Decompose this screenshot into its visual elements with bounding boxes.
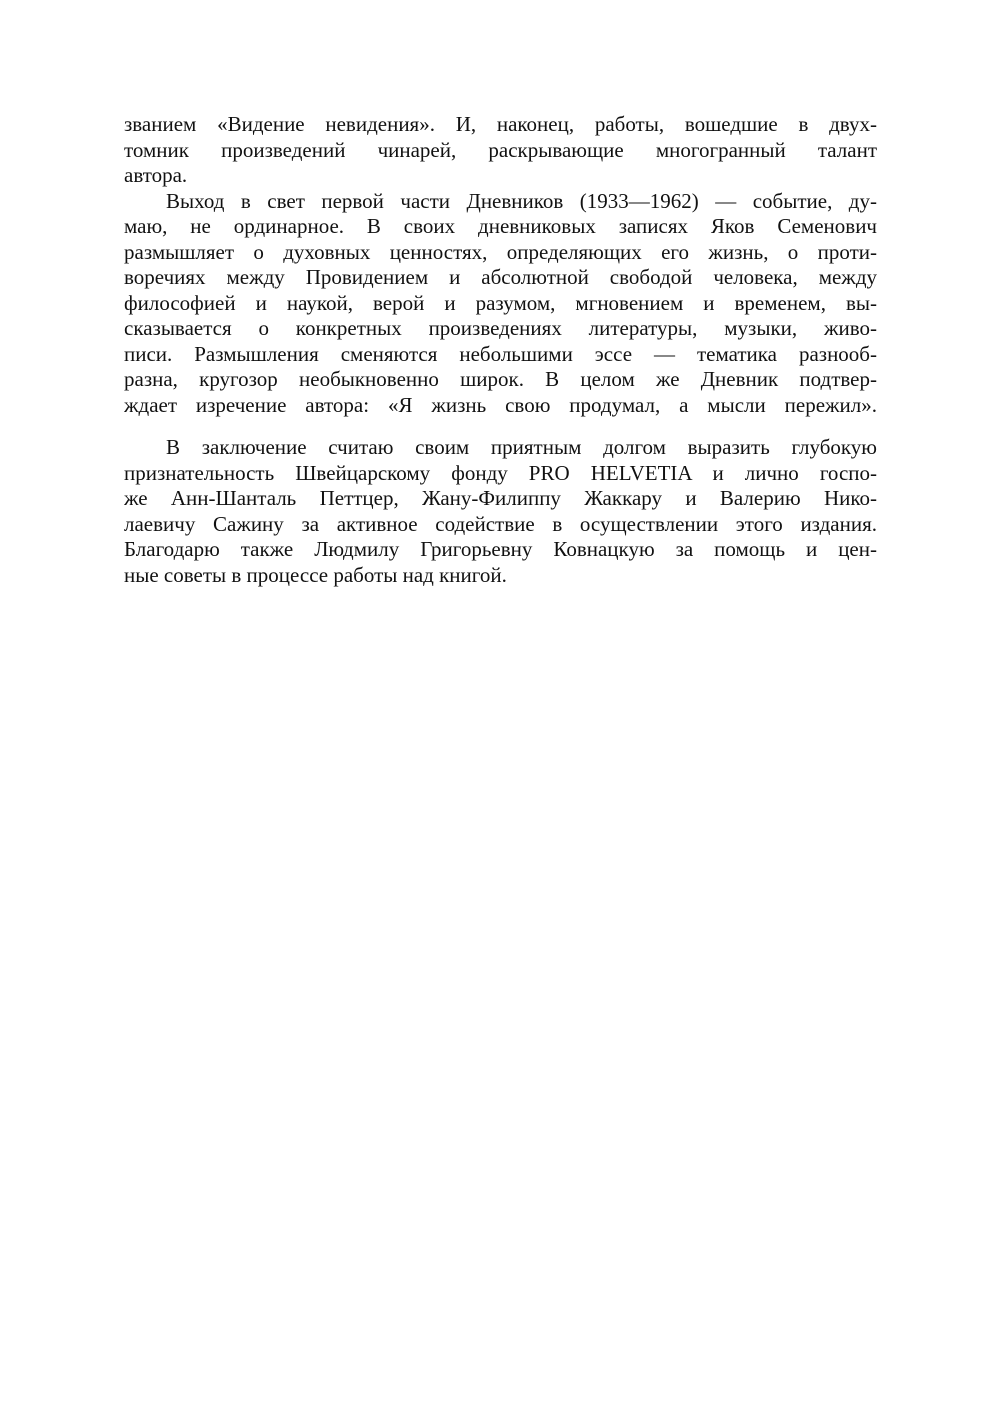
text-line: разна, кругозор необыкновенно широк. В целом же Дневник подтвер- [124,367,877,391]
text-line: званием «Видение невидения». И, наконец, работы, вошедшие в двух- [124,112,877,136]
text-block-lower [124,435,877,588]
paragraph-1 [124,112,877,189]
text-line: автора. [124,163,188,187]
text-line: маю, не ординарное. В своих дневниковых записях Яков Семенович [124,214,877,238]
text-line: же Анн-Шанталь Петтцер, Жану-Филиппу Жаккару и Валерию Нико- [124,486,877,510]
text-line: ждает изречение автора: «Я жизнь свою продумал, а мысли пережил». [124,392,877,417]
paragraph-3 [124,435,877,588]
text-line: признательность Швейцарскому фонду PRO HELVETIA и лично госпо- [124,460,877,485]
text-block-upper [124,112,877,418]
text-line: сказывается о конкретных произведениях литературы, музыки, живо- [124,316,877,340]
text-line: томник произведений чинарей, раскрывающие многогранный талант [124,137,877,162]
paragraph-2 [124,189,877,419]
text-line: размышляет о духовных ценностях, определяющих его жизнь, о проти- [124,239,877,264]
text-line: Выход в свет первой части Дневников (1933—1962) — событие, ду- [166,188,877,213]
text-line: В заключение считаю своим приятным долгом выразить глубокую [166,435,877,459]
text-line: лаевичу Сажину за активное содействие в осуществлении этого издания. [124,511,877,536]
text-line: философией и наукой, верой и разумом, мгновением и временем, вы- [124,290,877,315]
text-line: Благодарю также Людмилу Григорьевну Ковнацкую за помощь и цен- [124,537,877,561]
text-line: ные советы в процессе работы над книгой. [124,562,507,587]
text-line: писи. Размышления сменяются небольшими эссе — тематика разнооб- [124,341,877,366]
text-line: воречиях между Провидением и абсолютной свободой человека, между [124,265,877,289]
